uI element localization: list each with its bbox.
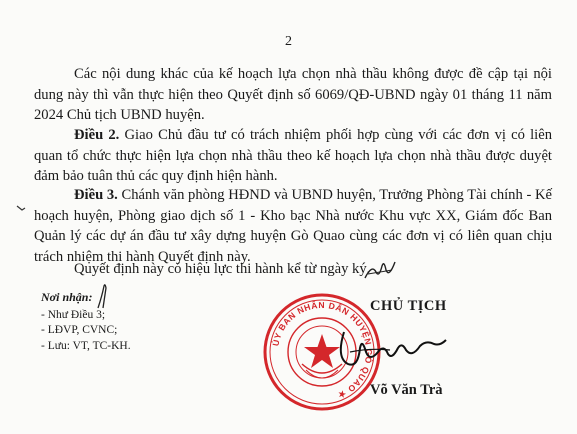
recipient-item: - LĐVP, CVNC; [41, 324, 118, 336]
page-number: 2 [285, 34, 292, 49]
signer-name: Võ Văn Trà [370, 382, 443, 398]
article-3-label: Điều 3. [74, 187, 118, 203]
recipients-block [41, 290, 131, 354]
svg-text:ỦY BAN NHÂN DÂN HUYỆN GÒ QUAO: ỦY BAN NHÂN DÂN HUYỆN GÒ QUAO ★ [270, 299, 375, 401]
article-2-label: Điều 2. [74, 127, 120, 143]
article-2 [34, 125, 552, 187]
effective-clause: Quyết định này có hiệu lực thi hành kể từ ngày ký. [74, 261, 371, 277]
recipients-title: Nơi nhận: [41, 290, 93, 304]
article-3 [34, 185, 552, 267]
article-3-text: Chánh văn phòng HĐND và UBND huyện, Trưởng Phòng Tài chính - Kế hoạch huyện, Phòng giao dịch số 1 - Kho bạc Nhà nước Khu vực XX, Giám đốc Ban Quản lý các dự án đầu tư xây dựng huyện Gò Quao cùng các đơn vị có liên quan chịu trách nhiệm thi hành Quyết định này. [34, 187, 553, 265]
handwritten-mark-icon [94, 282, 110, 312]
paragraph-content-note: Các nội dung khác của kế hoạch lựa chọn nhà thầu không được đề cập tại nội dung này thì vẫn thực hiện theo Quyết định số 6069/QĐ-UBND ngày 01 tháng 11 năm 2024 Chủ tịch UBND huyện. [34, 66, 552, 123]
initial-signature-icon [362, 258, 398, 282]
signer-title: CHỦ TỊCH [370, 298, 447, 314]
margin-tick-mark [16, 204, 26, 212]
recipient-item: - Như Điều 3; [41, 308, 106, 321]
signature-icon [330, 318, 450, 378]
article-2-text: Giao Chủ đầu tư có trách nhiệm phối hợp cùng với các đơn vị có liên quan tổ chức thực hiện lựa chọn nhà thầu theo kế hoạch lựa chọn nhà thầu được duyệt đảm bảo tuân thủ các quy định hiện hành. [34, 127, 552, 184]
recipient-item: - Lưu: VT, TC-KH. [41, 339, 131, 352]
